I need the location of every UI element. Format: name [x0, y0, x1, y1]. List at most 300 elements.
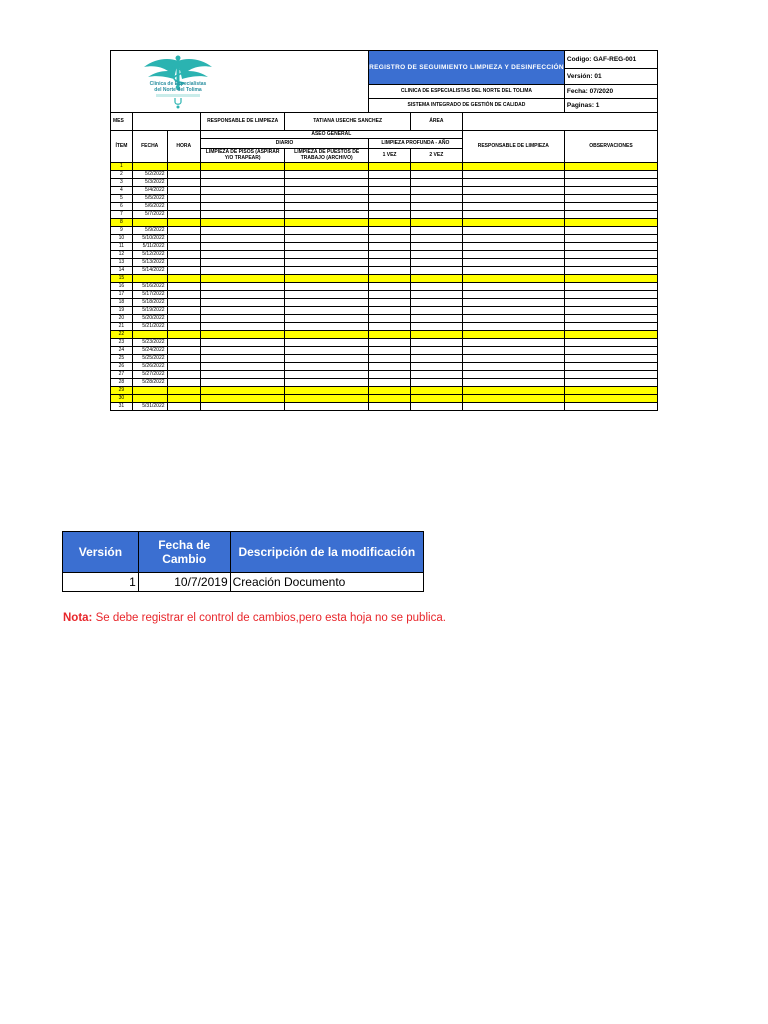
row-cell[interactable]: [462, 275, 564, 283]
row-cell[interactable]: [285, 371, 369, 379]
row-cell[interactable]: [201, 251, 285, 259]
row-cell[interactable]: [564, 267, 657, 275]
row-cell[interactable]: [564, 187, 657, 195]
row-cell[interactable]: [564, 403, 657, 411]
row-item: 5: [111, 195, 133, 203]
area-value[interactable]: [462, 113, 657, 131]
row-cell[interactable]: [369, 339, 411, 347]
row-cell[interactable]: [369, 203, 411, 211]
row-cell[interactable]: [369, 235, 411, 243]
row-fecha: 5/14/2022: [132, 267, 167, 275]
row-cell[interactable]: [462, 315, 564, 323]
row-cell[interactable]: [462, 267, 564, 275]
row-cell[interactable]: [564, 275, 657, 283]
row-cell[interactable]: [369, 275, 411, 283]
col-aseo-general: ASEO GENERAL: [201, 131, 463, 139]
row-cell[interactable]: [285, 219, 369, 227]
row-cell[interactable]: [369, 347, 411, 355]
row-cell[interactable]: [201, 403, 285, 411]
row-cell[interactable]: [411, 363, 463, 371]
row-item: 2: [111, 171, 133, 179]
row-cell[interactable]: [462, 379, 564, 387]
area-label: ÁREA: [411, 113, 463, 131]
row-cell[interactable]: [462, 307, 564, 315]
row-cell[interactable]: [167, 195, 200, 203]
row-cell[interactable]: [369, 363, 411, 371]
mes-value[interactable]: [132, 113, 200, 131]
row-cell[interactable]: [564, 299, 657, 307]
row-item: 1: [111, 163, 133, 171]
row-cell[interactable]: [369, 315, 411, 323]
row-cell[interactable]: [167, 403, 200, 411]
row-cell[interactable]: [411, 387, 463, 395]
row-cell[interactable]: [564, 307, 657, 315]
row-cell[interactable]: [285, 235, 369, 243]
row-cell[interactable]: [411, 307, 463, 315]
row-item: 26: [111, 363, 133, 371]
row-fecha: 5/13/2022: [132, 259, 167, 267]
row-cell[interactable]: [411, 203, 463, 211]
row-cell[interactable]: [201, 195, 285, 203]
row-fecha: 5/18/2022: [132, 299, 167, 307]
table-row: [111, 179, 658, 187]
row-item: 6: [111, 203, 133, 211]
row-cell[interactable]: [564, 363, 657, 371]
row-cell[interactable]: [167, 323, 200, 331]
row-item: 31: [111, 403, 133, 411]
row-cell[interactable]: [285, 387, 369, 395]
row-item: 4: [111, 187, 133, 195]
row-cell[interactable]: [285, 363, 369, 371]
row-cell[interactable]: [462, 395, 564, 403]
row-cell[interactable]: [462, 299, 564, 307]
row-cell[interactable]: [167, 299, 200, 307]
row-cell[interactable]: [462, 347, 564, 355]
row-cell[interactable]: [462, 227, 564, 235]
row-cell[interactable]: [411, 171, 463, 179]
row-cell[interactable]: [411, 403, 463, 411]
row-cell[interactable]: [167, 283, 200, 291]
mes-label: MES: [111, 113, 133, 131]
row-cell[interactable]: [167, 163, 200, 171]
table-row: [111, 363, 658, 371]
row-cell[interactable]: [462, 203, 564, 211]
row-cell[interactable]: [564, 339, 657, 347]
row-cell[interactable]: [167, 387, 200, 395]
table-row: [111, 235, 658, 243]
table-row: [111, 291, 658, 299]
table-row: [111, 347, 658, 355]
row-cell[interactable]: [285, 163, 369, 171]
row-cell[interactable]: [167, 315, 200, 323]
row-item: 28: [111, 379, 133, 387]
row-cell[interactable]: [369, 299, 411, 307]
row-cell[interactable]: [462, 363, 564, 371]
row-cell[interactable]: [285, 331, 369, 339]
row-cell[interactable]: [411, 315, 463, 323]
row-cell[interactable]: [285, 339, 369, 347]
row-cell[interactable]: [462, 339, 564, 347]
row-cell[interactable]: [167, 355, 200, 363]
table-row: [111, 395, 658, 403]
row-cell[interactable]: [167, 379, 200, 387]
document-title: REGISTRO DE SEGUIMIENTO LIMPIEZA Y DESINFECCIÓN: [369, 51, 565, 85]
table-row: [111, 355, 658, 363]
row-cell[interactable]: [285, 171, 369, 179]
row-cell[interactable]: [369, 219, 411, 227]
row-item: 19: [111, 307, 133, 315]
col-diario: DIARIO: [201, 139, 369, 149]
row-cell[interactable]: [411, 299, 463, 307]
note-label: Nota:: [63, 612, 93, 624]
row-cell[interactable]: [167, 339, 200, 347]
row-cell[interactable]: [411, 275, 463, 283]
row-cell[interactable]: [564, 227, 657, 235]
row-cell[interactable]: [462, 243, 564, 251]
row-cell[interactable]: [462, 355, 564, 363]
row-cell[interactable]: [369, 283, 411, 291]
row-fecha: 5/21/2022: [132, 323, 167, 331]
row-cell[interactable]: [411, 283, 463, 291]
row-cell[interactable]: [369, 307, 411, 315]
row-cell[interactable]: [411, 211, 463, 219]
row-cell[interactable]: [201, 259, 285, 267]
row-fecha: [132, 219, 167, 227]
row-cell[interactable]: [369, 187, 411, 195]
row-item: 27: [111, 371, 133, 379]
row-cell[interactable]: [201, 395, 285, 403]
row-cell[interactable]: [285, 315, 369, 323]
row-cell[interactable]: [369, 403, 411, 411]
row-cell[interactable]: [201, 291, 285, 299]
row-cell[interactable]: [462, 195, 564, 203]
change-log-date: 10/7/2019: [138, 573, 230, 592]
row-cell[interactable]: [167, 227, 200, 235]
row-cell[interactable]: [564, 331, 657, 339]
row-cell[interactable]: [369, 395, 411, 403]
row-cell[interactable]: [369, 379, 411, 387]
row-cell[interactable]: [201, 227, 285, 235]
row-cell[interactable]: [564, 243, 657, 251]
col-puestos: LIMPIEZA DE PUESTOS DE TRABAJO (ARCHIVO): [285, 149, 369, 163]
row-cell[interactable]: [411, 323, 463, 331]
row-cell[interactable]: [462, 171, 564, 179]
row-cell[interactable]: [462, 283, 564, 291]
row-cell[interactable]: [201, 339, 285, 347]
version: Versión: 01: [564, 69, 657, 85]
row-fecha: 5/16/2022: [132, 283, 167, 291]
row-cell[interactable]: [369, 371, 411, 379]
row-cell[interactable]: [411, 395, 463, 403]
row-cell[interactable]: [411, 227, 463, 235]
row-cell[interactable]: [564, 315, 657, 323]
row-cell[interactable]: [411, 267, 463, 275]
row-cell[interactable]: [564, 235, 657, 243]
row-cell[interactable]: [201, 243, 285, 251]
row-cell[interactable]: [167, 259, 200, 267]
row-cell[interactable]: [369, 227, 411, 235]
row-cell[interactable]: [462, 259, 564, 267]
row-cell[interactable]: [462, 403, 564, 411]
row-cell[interactable]: [285, 195, 369, 203]
row-cell[interactable]: [369, 291, 411, 299]
row-cell[interactable]: [411, 355, 463, 363]
row-cell[interactable]: [201, 267, 285, 275]
row-cell[interactable]: [564, 219, 657, 227]
row-cell[interactable]: [167, 291, 200, 299]
table-row: [111, 315, 658, 323]
row-fecha: 5/10/2022: [132, 235, 167, 243]
table-row: [111, 211, 658, 219]
row-cell[interactable]: [285, 267, 369, 275]
row-cell[interactable]: [564, 211, 657, 219]
row-cell[interactable]: [369, 267, 411, 275]
row-cell[interactable]: [462, 251, 564, 259]
table-row: [111, 299, 658, 307]
row-cell[interactable]: [462, 211, 564, 219]
row-item: 9: [111, 227, 133, 235]
row-fecha: 5/7/2022: [132, 211, 167, 219]
row-cell[interactable]: [167, 371, 200, 379]
row-cell[interactable]: [201, 363, 285, 371]
row-cell[interactable]: [369, 259, 411, 267]
col-limpieza-profunda: LIMPIEZA PROFUNDA - AÑO: [369, 139, 463, 149]
row-cell[interactable]: [167, 171, 200, 179]
row-fecha: [132, 275, 167, 283]
row-cell[interactable]: [564, 171, 657, 179]
row-cell[interactable]: [201, 315, 285, 323]
row-cell[interactable]: [411, 291, 463, 299]
row-cell[interactable]: [462, 235, 564, 243]
row-cell[interactable]: [201, 235, 285, 243]
row-item: 30: [111, 395, 133, 403]
row-item: 18: [111, 299, 133, 307]
row-item: 22: [111, 331, 133, 339]
row-item: 13: [111, 259, 133, 267]
row-cell[interactable]: [201, 187, 285, 195]
row-cell[interactable]: [411, 219, 463, 227]
row-cell[interactable]: [564, 291, 657, 299]
row-fecha: 5/25/2022: [132, 355, 167, 363]
row-cell[interactable]: [285, 275, 369, 283]
row-cell[interactable]: [167, 203, 200, 211]
row-cell[interactable]: [411, 331, 463, 339]
row-cell[interactable]: [167, 307, 200, 315]
row-cell[interactable]: [369, 195, 411, 203]
change-log-table: [62, 531, 424, 592]
row-fecha: 5/27/2022: [132, 371, 167, 379]
table-row: [111, 283, 658, 291]
row-cell[interactable]: [201, 219, 285, 227]
row-cell[interactable]: [285, 259, 369, 267]
col-vez-2: 2 VEZ: [411, 149, 463, 163]
row-cell[interactable]: [462, 179, 564, 187]
row-cell[interactable]: [462, 163, 564, 171]
row-item: 14: [111, 267, 133, 275]
row-item: 29: [111, 387, 133, 395]
row-cell[interactable]: [411, 179, 463, 187]
row-cell[interactable]: [285, 355, 369, 363]
row-cell[interactable]: [411, 339, 463, 347]
row-cell[interactable]: [201, 179, 285, 187]
row-fecha: 5/2/2022: [132, 171, 167, 179]
row-item: 21: [111, 323, 133, 331]
row-cell[interactable]: [285, 395, 369, 403]
row-cell[interactable]: [564, 347, 657, 355]
row-cell[interactable]: [564, 203, 657, 211]
row-cell[interactable]: [564, 163, 657, 171]
row-fecha: [132, 331, 167, 339]
row-item: 25: [111, 355, 133, 363]
row-cell[interactable]: [285, 323, 369, 331]
row-cell[interactable]: [285, 291, 369, 299]
row-cell[interactable]: [564, 323, 657, 331]
row-cell[interactable]: [564, 251, 657, 259]
row-cell[interactable]: [462, 187, 564, 195]
table-row: [111, 219, 658, 227]
col-item: ÍTEM: [111, 131, 133, 163]
row-fecha: 5/5/2022: [132, 195, 167, 203]
row-cell[interactable]: [201, 331, 285, 339]
row-cell[interactable]: [201, 379, 285, 387]
row-cell[interactable]: [411, 163, 463, 171]
row-cell[interactable]: [411, 259, 463, 267]
row-cell[interactable]: [369, 355, 411, 363]
row-cell[interactable]: [201, 371, 285, 379]
row-cell[interactable]: [201, 355, 285, 363]
row-cell[interactable]: [369, 211, 411, 219]
row-cell[interactable]: [462, 291, 564, 299]
row-cell[interactable]: [201, 323, 285, 331]
row-cell[interactable]: [369, 179, 411, 187]
row-cell[interactable]: [167, 211, 200, 219]
row-cell[interactable]: [411, 195, 463, 203]
responsable-label: RESPONSABLE DE LIMPIEZA: [201, 113, 285, 131]
row-cell[interactable]: [285, 403, 369, 411]
row-cell[interactable]: [167, 251, 200, 259]
row-fecha: [132, 387, 167, 395]
row-cell[interactable]: [462, 323, 564, 331]
col-pisos: LIMPIEZA DE PISOS (ASPIRAR Y/O TRAPEAR): [201, 149, 285, 163]
row-cell[interactable]: [411, 187, 463, 195]
table-row: [111, 171, 658, 179]
row-cell[interactable]: [167, 347, 200, 355]
row-item: 10: [111, 235, 133, 243]
row-cell[interactable]: [369, 171, 411, 179]
row-cell[interactable]: [167, 395, 200, 403]
row-cell[interactable]: [285, 211, 369, 219]
row-cell[interactable]: [462, 387, 564, 395]
row-cell[interactable]: [285, 251, 369, 259]
table-row: [111, 267, 658, 275]
row-cell[interactable]: [564, 283, 657, 291]
row-cell[interactable]: [201, 211, 285, 219]
row-cell[interactable]: [462, 371, 564, 379]
row-cell[interactable]: [369, 331, 411, 339]
row-fecha: 5/24/2022: [132, 347, 167, 355]
row-cell[interactable]: [462, 219, 564, 227]
row-cell[interactable]: [285, 187, 369, 195]
col-observaciones: OBSERVACIONES: [564, 131, 657, 163]
row-cell[interactable]: [201, 275, 285, 283]
row-cell[interactable]: [369, 251, 411, 259]
row-cell[interactable]: [167, 179, 200, 187]
row-cell[interactable]: [462, 331, 564, 339]
row-cell[interactable]: [167, 275, 200, 283]
row-cell[interactable]: [167, 363, 200, 371]
row-cell[interactable]: [369, 243, 411, 251]
row-cell[interactable]: [411, 379, 463, 387]
row-cell[interactable]: [167, 331, 200, 339]
row-cell[interactable]: [285, 299, 369, 307]
row-cell[interactable]: [201, 299, 285, 307]
row-cell[interactable]: [564, 355, 657, 363]
row-cell[interactable]: [201, 283, 285, 291]
row-cell[interactable]: [201, 347, 285, 355]
row-cell[interactable]: [285, 179, 369, 187]
row-cell[interactable]: [201, 163, 285, 171]
table-row: [111, 379, 658, 387]
table-row: [111, 203, 658, 211]
row-cell[interactable]: [369, 323, 411, 331]
row-cell[interactable]: [167, 235, 200, 243]
table-row: [111, 243, 658, 251]
row-item: 17: [111, 291, 133, 299]
table-row: [111, 275, 658, 283]
logo-text-line-1: Clínica de Especialistas: [149, 81, 207, 87]
row-cell[interactable]: [564, 195, 657, 203]
row-cell[interactable]: [167, 243, 200, 251]
row-cell[interactable]: [285, 379, 369, 387]
row-cell[interactable]: [564, 179, 657, 187]
row-cell[interactable]: [564, 371, 657, 379]
row-cell[interactable]: [564, 259, 657, 267]
row-cell[interactable]: [369, 387, 411, 395]
row-cell[interactable]: [201, 171, 285, 179]
row-cell[interactable]: [167, 219, 200, 227]
row-cell[interactable]: [285, 283, 369, 291]
row-cell[interactable]: [285, 347, 369, 355]
table-row: [111, 323, 658, 331]
row-cell[interactable]: [411, 243, 463, 251]
row-cell[interactable]: [167, 267, 200, 275]
row-cell[interactable]: [369, 163, 411, 171]
change-log-row: [63, 573, 424, 592]
row-cell[interactable]: [564, 395, 657, 403]
paginas: Paginas: 1: [564, 99, 657, 113]
row-item: 12: [111, 251, 133, 259]
row-item: 16: [111, 283, 133, 291]
table-row: [111, 195, 658, 203]
row-cell[interactable]: [411, 235, 463, 243]
row-cell[interactable]: [285, 227, 369, 235]
row-cell[interactable]: [411, 347, 463, 355]
row-cell[interactable]: [411, 251, 463, 259]
row-cell[interactable]: [285, 243, 369, 251]
row-cell[interactable]: [201, 307, 285, 315]
row-cell[interactable]: [564, 379, 657, 387]
row-cell[interactable]: [285, 307, 369, 315]
row-cell[interactable]: [285, 203, 369, 211]
row-cell[interactable]: [411, 371, 463, 379]
table-row: [111, 339, 658, 347]
row-cell[interactable]: [564, 387, 657, 395]
row-cell[interactable]: [167, 187, 200, 195]
row-cell[interactable]: [201, 387, 285, 395]
row-fecha: 5/9/2022: [132, 227, 167, 235]
table-row: [111, 403, 658, 411]
row-cell[interactable]: [201, 203, 285, 211]
